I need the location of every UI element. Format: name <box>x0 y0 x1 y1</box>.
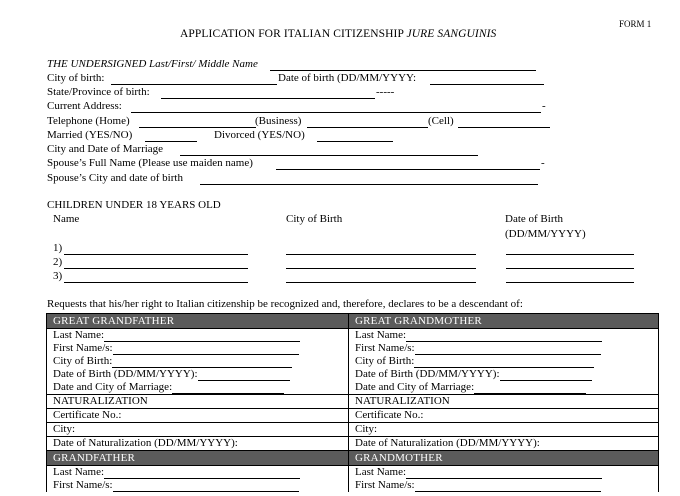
table-row <box>47 423 659 437</box>
ggf-date-of-birth-field[interactable] <box>198 370 290 381</box>
ggf-naturalization-heading: NATURALIZATION <box>47 395 349 409</box>
gm-last-name-cell[interactable]: Last Name: <box>349 466 659 480</box>
city-of-birth-field[interactable] <box>111 84 277 85</box>
table-row <box>47 395 659 409</box>
gf-first-names-cell[interactable]: First Name/s: <box>47 479 349 492</box>
child-date-field[interactable] <box>506 282 634 283</box>
children-heading: CHILDREN UNDER 18 YEARS OLD <box>47 199 221 211</box>
ggf-naturalization-date-cell[interactable]: Date of Naturalization (DD/MM/YYYY): <box>47 437 349 451</box>
ggm-date-of-birth-field[interactable] <box>500 370 592 381</box>
table-row <box>47 381 659 395</box>
ggf-date-of-birth-cell[interactable]: Date of Birth (DD/MM/YYYY): <box>47 368 349 381</box>
current-address-dash: - <box>542 100 546 112</box>
ggf-first-names-cell[interactable]: First Name/s: <box>47 342 349 355</box>
ancestors-table <box>46 313 659 492</box>
ggf-marriage-cell[interactable]: Date and City of Marriage: <box>47 381 349 395</box>
table-row <box>47 329 659 343</box>
undersigned-label: THE UNDERSIGNED Last/First/ Middle Name <box>47 58 258 70</box>
form-title-emphasis: JURE SANGUINIS <box>406 28 497 40</box>
children-col-date: Date of Birth <box>505 213 564 225</box>
ggf-first-names-field[interactable] <box>113 344 299 355</box>
form-title <box>180 28 496 41</box>
table-row <box>47 479 659 492</box>
ggm-marriage-cell[interactable]: Date and City of Marriage: <box>349 381 659 395</box>
form-number: FORM 1 <box>619 19 652 29</box>
child-row-number: 2) <box>53 256 63 268</box>
telephone-home-field[interactable] <box>139 127 256 128</box>
ggm-city-of-birth-cell[interactable]: City of Birth: <box>349 355 659 368</box>
divorced-field[interactable] <box>317 141 393 142</box>
gm-first-names-field[interactable] <box>415 481 601 492</box>
telephone-business-field[interactable] <box>307 127 428 128</box>
city-of-birth-label: City of birth: <box>47 72 105 84</box>
table-row <box>47 409 659 423</box>
state-province-label: State/Province of birth: <box>47 86 150 98</box>
date-of-birth-label: Date of birth (DD/MM/YYYY: <box>278 72 416 84</box>
current-address-field[interactable] <box>131 112 541 113</box>
table-row <box>47 466 659 480</box>
spouse-name-label: Spouse’s Full Name (Please use maiden name) <box>47 157 253 169</box>
table-row <box>47 437 659 451</box>
child-city-field[interactable] <box>286 268 476 269</box>
ggm-last-name-field[interactable] <box>406 331 602 342</box>
ggm-first-names-cell[interactable]: First Name/s: <box>349 342 659 355</box>
gm-last-name-field[interactable] <box>406 468 602 479</box>
gf-last-name-field[interactable] <box>104 468 300 479</box>
great-grandfather-header: GREAT GRANDFATHER <box>47 314 349 329</box>
requests-statement: Requests that his/her right to Italian citizenship be recognized and, therefore, declares to be a descendant of: <box>47 298 523 310</box>
form-title-main: APPLICATION FOR ITALIAN CITIZENSHIP <box>180 28 404 40</box>
ggm-last-name-cell[interactable]: Last Name: <box>349 329 659 343</box>
table-row <box>47 368 659 381</box>
state-province-field[interactable] <box>161 98 375 99</box>
great-grandmother-header: GREAT GRANDMOTHER <box>349 314 659 329</box>
ggf-naturalization-city-cell[interactable]: City: <box>47 423 349 437</box>
ggf-last-name-field[interactable] <box>104 331 300 342</box>
ggm-first-names-field[interactable] <box>415 344 601 355</box>
current-address-label: Current Address: <box>47 100 122 112</box>
child-city-field[interactable] <box>286 282 476 283</box>
grandfather-header: GRANDFATHER <box>47 451 349 466</box>
child-row-number: 1) <box>53 242 63 254</box>
marriage-city-date-field[interactable] <box>180 155 478 156</box>
ggf-city-of-birth-field[interactable] <box>112 357 292 368</box>
child-date-field[interactable] <box>506 268 634 269</box>
telephone-business-label: (Business) <box>255 115 302 127</box>
state-province-dashes: ----- <box>376 86 395 98</box>
child-date-field[interactable] <box>506 254 634 255</box>
spouse-name-dash: - <box>541 157 545 169</box>
date-of-birth-field[interactable] <box>430 84 544 85</box>
children-col-city: City of Birth <box>286 213 343 225</box>
married-label: Married (YES/NO) <box>47 129 133 141</box>
table-row <box>47 342 659 355</box>
telephone-cell-field[interactable] <box>458 127 550 128</box>
gf-last-name-cell[interactable]: Last Name: <box>47 466 349 480</box>
spouse-name-field[interactable] <box>276 169 540 170</box>
ggm-naturalization-heading: NATURALIZATION <box>349 395 659 409</box>
ggm-date-of-birth-cell[interactable]: Date of Birth (DD/MM/YYYY): <box>349 368 659 381</box>
married-field[interactable] <box>145 141 197 142</box>
ggf-city-of-birth-cell[interactable]: City of Birth: <box>47 355 349 368</box>
child-name-field[interactable] <box>64 254 248 255</box>
spouse-city-date-label: Spouse’s City and date of birth <box>47 172 183 184</box>
children-col-name: Name <box>53 213 80 225</box>
children-col-date-format: (DD/MM/YYYY) <box>505 228 586 240</box>
ggf-certificate-cell[interactable]: Certificate No.: <box>47 409 349 423</box>
spouse-city-date-field[interactable] <box>200 184 538 185</box>
gf-first-names-field[interactable] <box>113 481 299 492</box>
telephone-cell-label: (Cell) <box>428 115 454 127</box>
telephone-home-label: Telephone (Home) <box>47 115 130 127</box>
ggf-last-name-cell[interactable]: Last Name: <box>47 329 349 343</box>
grandmother-header: GRANDMOTHER <box>349 451 659 466</box>
table-header-row <box>47 314 659 329</box>
ggm-naturalization-date-cell[interactable]: Date of Naturalization (DD/MM/YYYY): <box>349 437 659 451</box>
gm-first-names-cell[interactable]: First Name/s: <box>349 479 659 492</box>
ggm-marriage-field[interactable] <box>474 383 586 394</box>
undersigned-field[interactable] <box>270 70 536 71</box>
ggm-city-of-birth-field[interactable] <box>414 357 594 368</box>
child-row-number: 3) <box>53 270 63 282</box>
child-name-field[interactable] <box>64 282 248 283</box>
marriage-city-date-label: City and Date of Marriage <box>47 143 164 155</box>
ggf-marriage-field[interactable] <box>172 383 284 394</box>
table-row <box>47 355 659 368</box>
ggm-naturalization-city-cell[interactable]: City: <box>349 423 659 437</box>
ggm-certificate-cell[interactable]: Certificate No.: <box>349 409 659 423</box>
child-name-field[interactable] <box>64 268 248 269</box>
table-header-row <box>47 451 659 466</box>
child-city-field[interactable] <box>286 254 476 255</box>
divorced-label: Divorced (YES/NO) <box>214 129 305 141</box>
